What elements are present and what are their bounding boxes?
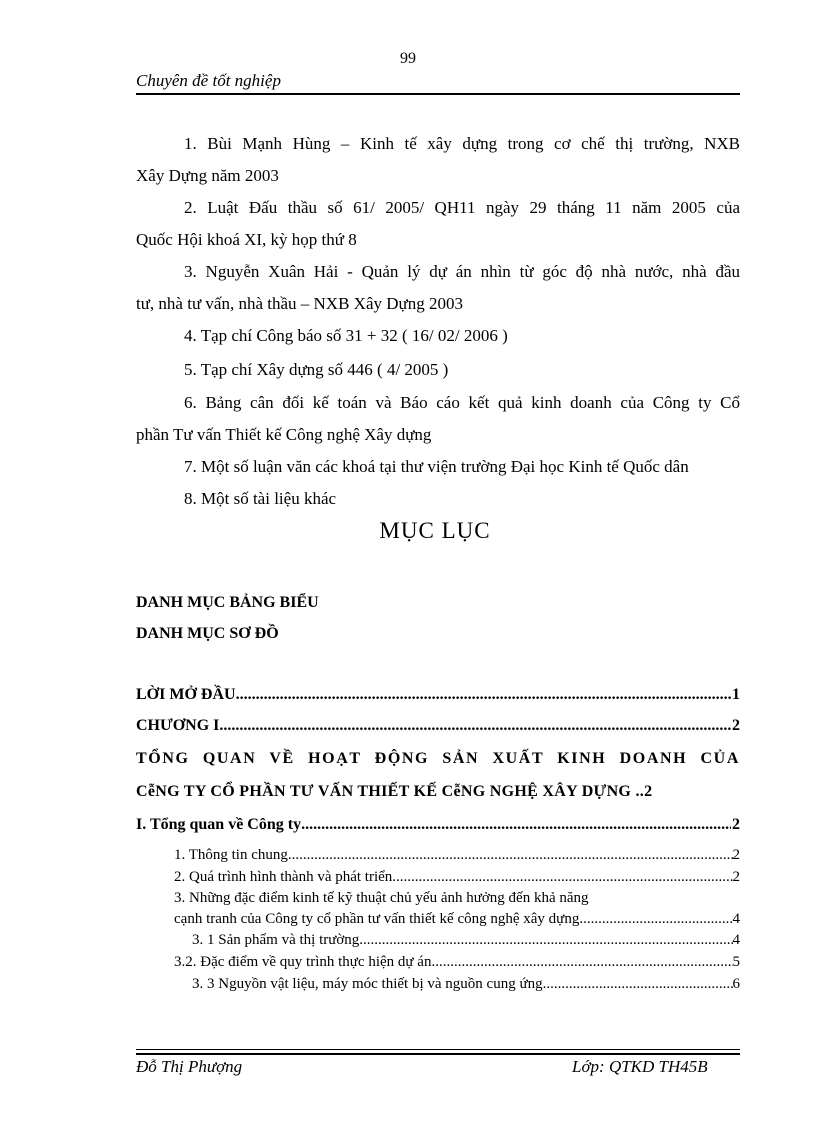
toc-entry-label: 1. Thông tin chung [174, 847, 288, 863]
toc-entry-page: 1 [732, 686, 740, 703]
toc-subentry[interactable] [174, 869, 740, 886]
reference-line: 3. Nguyễn Xuân Hải - Quản lý dự án nhìn từ góc độ nhà nước, nhà đầu [184, 262, 740, 281]
reference-item [136, 128, 740, 192]
header-title: Chuyên đề tốt nghiệp [136, 71, 281, 90]
toc-entry-label: 3. 3 Nguyồn vật liệu, máy móc thiết bị và nguồn cung ứng [192, 976, 543, 992]
chapter-title-line: CễNG TY CỔ PHẦN TƯ VẤN THIẾT KẾ CễNG NGHỆ XÂY DỰNG ..2 [136, 783, 653, 800]
toc-chapter-title[interactable] [136, 783, 740, 801]
reference-item [136, 192, 740, 256]
reference-line: tư, nhà tư vấn, nhà thầu – NXB Xây Dựng 2003 [136, 294, 463, 313]
reference-line: Xây Dựng năm 2003 [136, 166, 279, 185]
toc-subentry[interactable] [174, 954, 740, 971]
footer-rule [136, 1053, 740, 1055]
reference-item [136, 256, 740, 320]
toc-subentry[interactable] [174, 847, 740, 864]
dot-leader [543, 976, 733, 993]
reference-item [136, 387, 740, 451]
toc-entry-page: 2 [732, 869, 740, 885]
toc-entry-label: 3. Những đặc điểm kinh tế kỹ thuật chủ yếu ảnh hưởng đến khả năng [174, 890, 589, 906]
toc-entry-label: LỜI MỞ ĐẦU [136, 686, 236, 703]
dot-leader [579, 911, 732, 928]
reference-line: 6. Bảng cân đối kế toán và Báo cáo kết quả kinh doanh của Công ty Cổ [184, 393, 740, 412]
list-of-diagrams-heading: DANH MỤC SƠ ĐỒ [136, 625, 279, 642]
toc-title: MỤC LỤC [379, 518, 491, 543]
dot-leader [392, 869, 732, 886]
toc-subentry[interactable] [192, 976, 740, 993]
dot-leader [288, 847, 733, 864]
toc-entry-chapter[interactable] [136, 717, 740, 735]
chapter-title-line: TỔNG QUAN VỀ HOẠT ĐỘNG SẢN XUẤT KINH DOANH CỦA [136, 750, 740, 767]
list-of-tables-heading: DANH MỤC BẢNG BIỂU [136, 594, 319, 611]
toc-chapter-title[interactable] [136, 750, 740, 768]
reference-item [136, 320, 740, 352]
reference-line: 1. Bùi Mạnh Hùng – Kinh tế xây dựng trong cơ chế thị trường, NXB [184, 134, 740, 153]
reference-line: 8. Một số tài liệu khác [184, 489, 337, 508]
toc-entry-page: 2 [732, 847, 740, 863]
toc-entry-page: 2 [732, 717, 740, 734]
header-rule [136, 93, 740, 95]
reference-line: phần Tư vấn Thiết kế Công nghệ Xây dựng [136, 425, 432, 444]
toc-subentry-line[interactable] [174, 890, 740, 907]
toc-entry-label: CHƯƠNG I [136, 717, 220, 734]
reference-item [136, 451, 740, 483]
toc-entry-label: 3.2. Đặc điểm về quy trình thực hiện dự án [174, 954, 432, 970]
toc-entry-label: 3. 1 Sản phẩm và thị trường [192, 932, 360, 948]
toc-subentry[interactable] [174, 911, 740, 928]
footer-class: Lớp: QTKD TH45B [572, 1057, 708, 1076]
page-number: 99 [400, 50, 416, 67]
footer-rule [136, 1049, 740, 1050]
reference-item [136, 354, 740, 386]
toc-entry-page: 2 [732, 816, 740, 833]
toc-entry-page: 5 [732, 954, 740, 970]
dot-leader [219, 717, 731, 735]
toc-entry-page: 4 [732, 932, 740, 948]
reference-line: 7. Một số luận văn các khoá tại thư viện trường Đại học Kinh tế Quốc dân [184, 457, 689, 476]
toc-entry-label: cạnh tranh của Công ty cổ phần tư vấn thiết kế công nghệ xây dựng [174, 911, 580, 927]
dot-leader [301, 816, 731, 834]
reference-line: 2. Luật Đấu thầu số 61/ 2005/ QH11 ngày 29 tháng 11 năm 2005 của [184, 198, 740, 217]
dot-leader [236, 686, 731, 704]
footer-author: Đỗ Thị Phượng [136, 1057, 243, 1076]
toc-subentry[interactable] [192, 932, 740, 949]
reference-item [136, 483, 740, 515]
toc-entry-page: 6 [732, 976, 740, 992]
toc-entry-intro[interactable] [136, 686, 740, 704]
reference-line: 4. Tạp chí Công báo số 31 + 32 ( 16/ 02/ 2006 ) [184, 326, 508, 345]
reference-line: 5. Tạp chí Xây dựng số 446 ( 4/ 2005 ) [184, 360, 449, 379]
toc-entry-section[interactable] [136, 816, 740, 834]
dot-leader [359, 932, 732, 949]
reference-line: Quốc Hội khoá XI, kỳ họp thứ 8 [136, 230, 357, 249]
dot-leader [431, 954, 732, 971]
toc-entry-label: 2. Quá trình hình thành và phát triển [174, 869, 393, 885]
toc-entry-page: 4 [732, 911, 740, 927]
toc-entry-label: I. Tổng quan về Công ty [136, 816, 302, 833]
